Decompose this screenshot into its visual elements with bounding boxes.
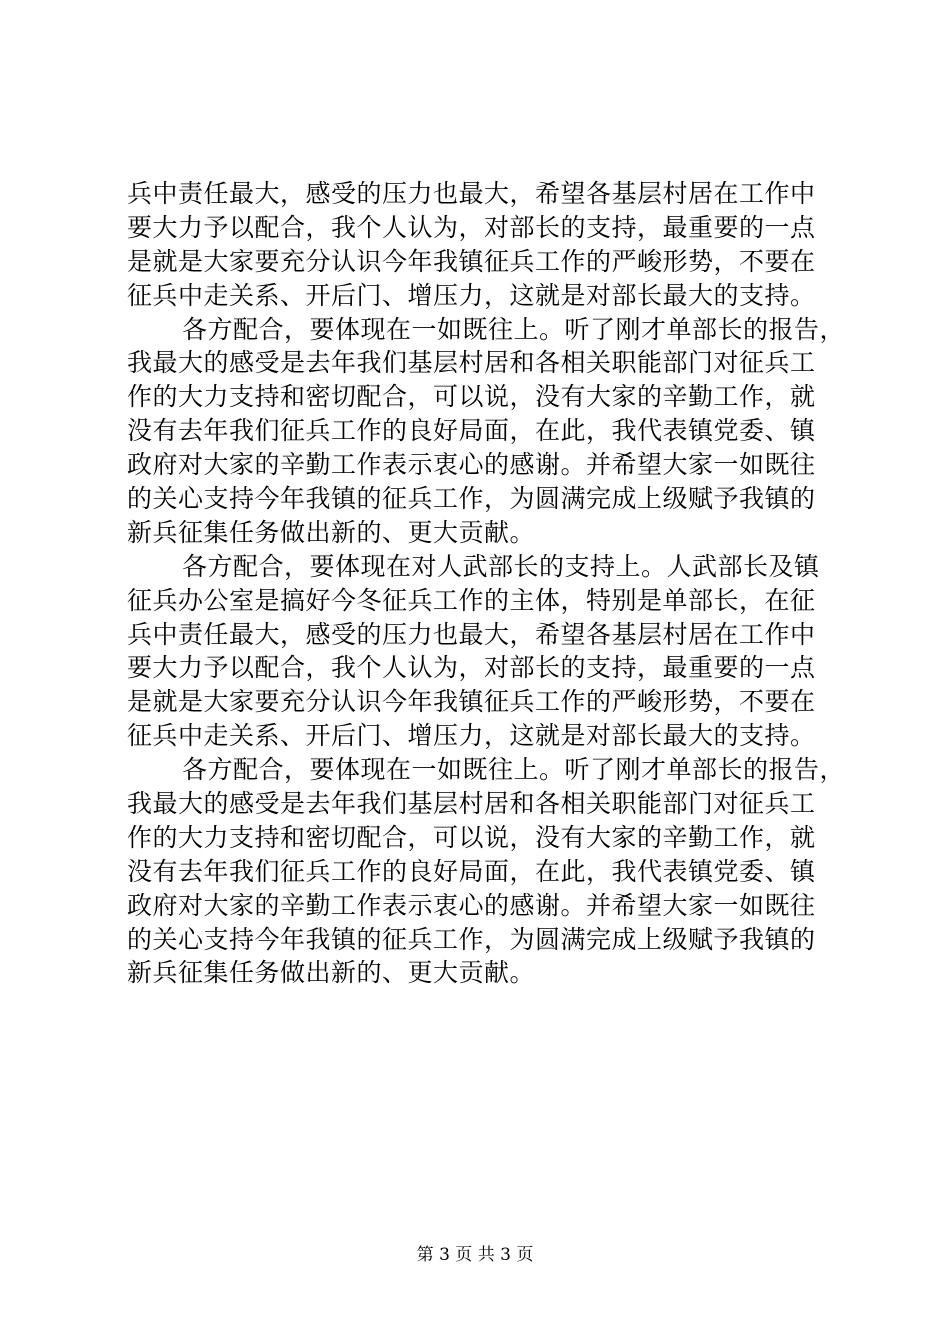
text-line: 作的大力支持和密切配合，可以说，没有大家的辛勤工作，就 — [127, 822, 816, 852]
text-line: 兵中责任最大，感受的压力也最大，希望各基层村居在工作中 — [127, 179, 816, 208]
text-line: 的关心支持今年我镇的征兵工作，为圆满完成上级赋予我镇的 — [127, 924, 816, 954]
text-line: 要大力予以配合，我个人认为，对部长的支持，最重要的一点 — [127, 653, 816, 683]
text-line: 新兵征集任务做出新的、更大贡献。 — [127, 958, 536, 988]
text-line: 新兵征集任务做出新的、更大贡献。 — [127, 517, 536, 547]
text-line: 政府对大家的辛勤工作表示衷心的感谢。并希望大家一如既往 — [127, 890, 816, 920]
text-line: 征兵中走关系、开后门、增压力，这就是对部长最大的支持。 — [127, 721, 816, 751]
text-line: 政府对大家的辛勤工作表示衷心的感谢。并希望大家一如既往 — [127, 450, 816, 480]
text-line: 没有去年我们征兵工作的良好局面，在此，我代表镇党委、镇 — [127, 856, 816, 886]
document-body — [127, 177, 846, 990]
text-line: 要大力予以配合，我个人认为，对部长的支持，最重要的一点 — [127, 212, 816, 242]
text-line: 我最大的感受是去年我们基层村居和各相关职能部门对征兵工 — [127, 789, 816, 819]
page-number-footer: 第 3 页 共 3 页 — [416, 1245, 534, 1265]
paragraph-first-line: 各方配合，要体现在对人武部长的支持上。人武部长及镇 — [182, 551, 820, 581]
paragraph-first-line: 各方配合，要体现在一如既往上。听了刚才单部长的报告， — [182, 755, 846, 785]
text-line: 是就是大家要充分认识今年我镇征兵工作的严峻形势，不要在 — [127, 246, 816, 276]
text-line: 是就是大家要充分认识今年我镇征兵工作的严峻形势，不要在 — [127, 687, 816, 717]
text-line: 我最大的感受是去年我们基层村居和各相关职能部门对征兵工 — [127, 348, 816, 378]
text-line: 征兵中走关系、开后门、增压力，这就是对部长最大的支持。 — [127, 280, 816, 310]
text-line: 征兵办公室是搞好今冬征兵工作的主体，特别是单部长，在征 — [127, 585, 816, 615]
text-line: 兵中责任最大，感受的压力也最大，希望各基层村居在工作中 — [127, 619, 816, 649]
text-line: 作的大力支持和密切配合，可以说，没有大家的辛勤工作，就 — [127, 382, 816, 412]
text-line: 的关心支持今年我镇的征兵工作，为圆满完成上级赋予我镇的 — [127, 484, 816, 514]
text-line: 没有去年我们征兵工作的良好局面，在此，我代表镇党委、镇 — [127, 416, 816, 446]
paragraph-first-line: 各方配合，要体现在一如既往上。听了刚才单部长的报告， — [182, 314, 846, 344]
